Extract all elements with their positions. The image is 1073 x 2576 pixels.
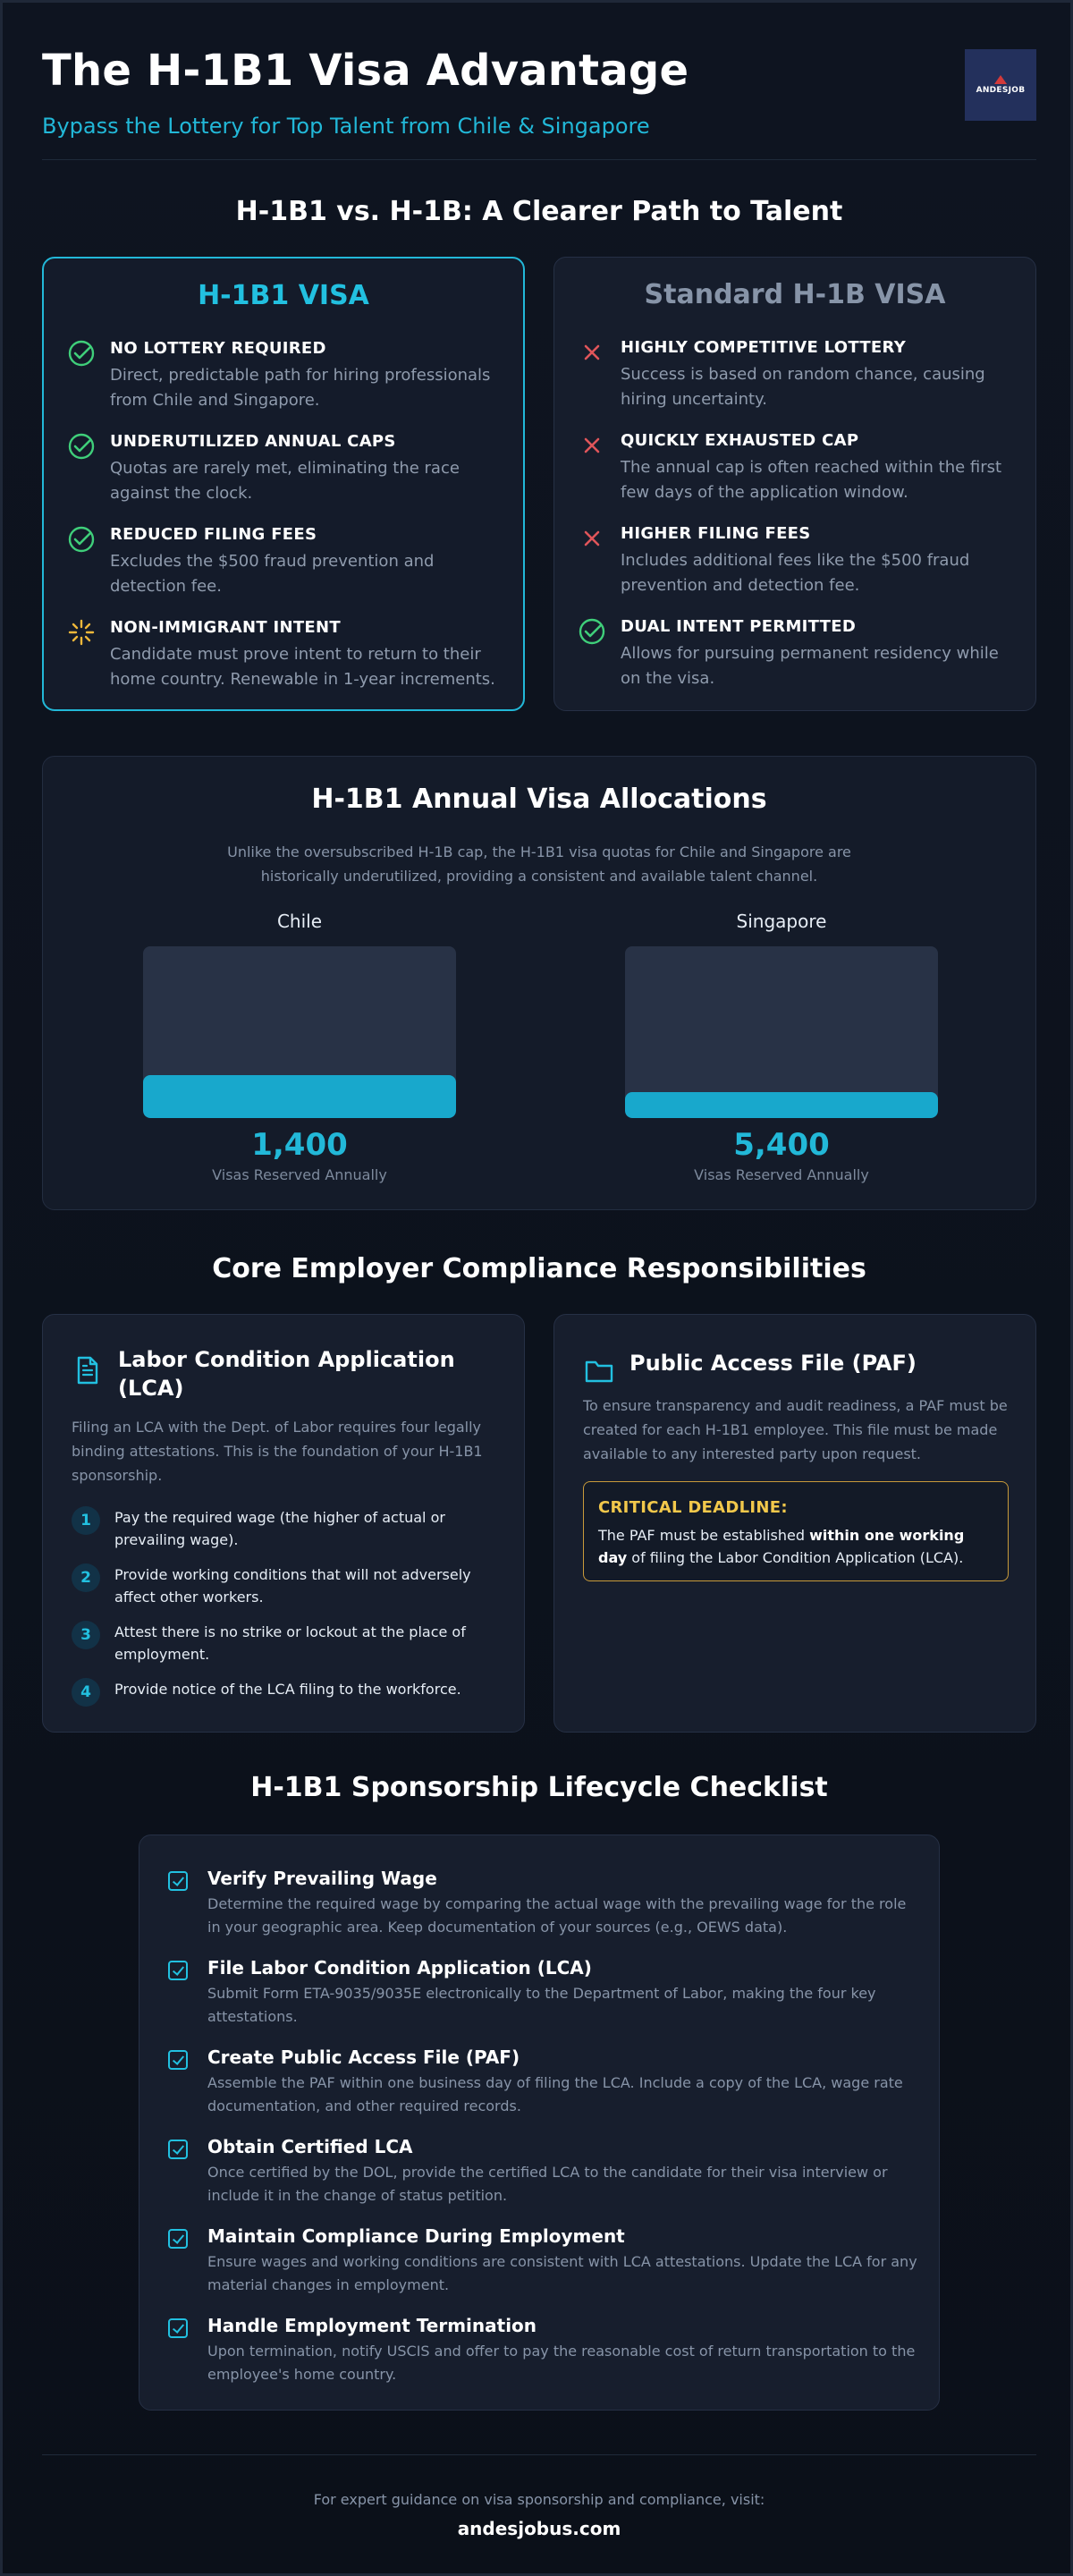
bar-category-label: Chile [276,911,323,932]
checkbox-checked-icon[interactable] [168,1961,188,1980]
checklist-item-title: File Labor Condition Application (LCA) [207,1957,592,1979]
compliance-title: Core Employer Compliance Responsibilities [212,1253,866,1284]
checklist-item [168,2315,919,2386]
feature-desc: Candidate must prove intent to return to their home country. Renewable in 1-year increments. [110,645,495,689]
feature-desc: Excludes the $500 fraud prevention and detection fee. [110,552,435,596]
bar-track [625,946,938,1118]
h1b-heading: Standard H-1B VISA [644,279,946,310]
h1b-feature [578,338,1012,412]
bar-column-chile [143,911,456,1183]
burst-icon [67,618,96,647]
critical-deadline-callout [583,1481,1009,1581]
paf-title: Public Access File (PAF) [629,1351,917,1376]
page-subtitle: Bypass the Lottery for Top Talent from Chile & Singapore [42,114,650,139]
bar-track [143,946,456,1118]
checkbox-checked-icon[interactable] [168,2050,188,2070]
checkbox-checked-icon[interactable] [168,1871,188,1891]
checklist-item [168,2136,919,2207]
check-circle-icon [67,525,96,554]
x-icon [578,524,606,553]
document-icon [72,1354,104,1386]
step-text: Pay the required wage (the higher of actual or prevailing wage). [114,1509,445,1548]
bar-value-label: 5,400 [733,1127,830,1163]
step-text: Provide working conditions that will not adversely affect other workers. [114,1566,471,1606]
checkbox-checked-icon[interactable] [168,2140,188,2159]
footer-website-link[interactable]: andesjobus.com [457,2518,621,2539]
checklist-item-desc: Submit Form ETA-9035/9035E electronically to the Department of Labor, making the four key attestations. [207,1985,876,2025]
bar-caption: Visas Reserved Annually [694,1166,869,1183]
folder-icon [583,1354,615,1386]
deadline-text-pre: The PAF must be established [598,1527,810,1544]
checklist-item-desc: Upon termination, notify USCIS and offer to pay the reasonable cost of return transportation to the employee's home country. [207,2343,916,2383]
brand-logo[interactable] [965,49,1036,121]
paf-card [553,1314,1036,1733]
checklist-item-desc: Once certified by the DOL, provide the certified LCA to the candidate for their visa interview or include it in the change of status petition. [207,2164,888,2204]
h1b1-feature [67,432,500,506]
lca-step [72,1563,497,1608]
h1b1-heading: H-1B1 VISA [198,280,369,311]
x-icon [578,431,606,460]
lca-step [72,1621,497,1665]
feature-title: REDUCED FILING FEES [110,525,317,544]
h1b1-feature [67,339,500,413]
feature-desc: Success is based on random chance, causing hiring uncertainty. [621,365,985,409]
checklist-item-title: Handle Employment Termination [207,2315,537,2336]
check-circle-icon [67,339,96,368]
step-text: Provide notice of the LCA filing to the workforce. [114,1681,461,1698]
feature-title: HIGHER FILING FEES [621,524,811,543]
checklist-item-title: Maintain Compliance During Employment [207,2225,625,2247]
checklist-item-title: Create Public Access File (PAF) [207,2046,520,2068]
feature-desc: Includes additional fees like the $500 fraud prevention and detection fee. [621,551,970,595]
h1b-card [553,257,1036,711]
step-number: 2 [72,1563,100,1592]
feature-title: UNDERUTILIZED ANNUAL CAPS [110,432,396,451]
deadline-heading: CRITICAL DEADLINE: [598,1498,788,1517]
feature-desc: Allows for pursuing permanent residency while on the visa. [621,644,999,688]
checklist-item-desc: Assemble the PAF within one business day of filing the LCA. Include a copy of the LCA, wage rate documentation, and other required records. [207,2074,903,2114]
bar-column-singapore [625,911,938,1183]
deadline-text [598,1524,993,1569]
h1b-feature [578,617,1012,691]
allocations-title: H-1B1 Annual Visa Allocations [311,784,767,815]
check-circle-icon [578,617,606,646]
checklist-item-title: Obtain Certified LCA [207,2136,413,2157]
checklist-item-desc: Ensure wages and working conditions are consistent with LCA attestations. Update the LCA for any material changes in employment. [207,2253,917,2293]
step-number: 1 [72,1506,100,1535]
bar-category-label: Singapore [736,911,827,932]
bar-singapore [625,1092,938,1118]
feature-desc: The annual cap is often reached within the first few days of the application window. [621,458,1002,502]
lca-step [72,1506,497,1551]
checklist-title: H-1B1 Sponsorship Lifecycle Checklist [250,1772,828,1803]
checklist-item-title: Verify Prevailing Wage [207,1868,437,1889]
step-number: 4 [72,1678,100,1707]
bar-value-label: 1,400 [251,1127,348,1163]
deadline-text-post: of filing the Labor Condition Application (LCA). [627,1549,964,1566]
logo-text: ANDESJOB [976,86,1026,95]
checklist-item [168,2225,919,2297]
page-title: The H-1B1 Visa Advantage [42,46,689,96]
checkbox-checked-icon[interactable] [168,2229,188,2249]
footer-note: For expert guidance on visa sponsorship and compliance, visit: [313,2491,765,2508]
bar-caption: Visas Reserved Annually [212,1166,387,1183]
feature-title: NON-IMMIGRANT INTENT [110,618,341,637]
feature-desc: Quotas are rarely met, eliminating the race against the clock. [110,459,460,503]
h1b1-feature [67,525,500,599]
lifecycle-checklist [139,1835,940,2411]
allocations-desc: Unlike the oversubscribed H-1B cap, the H-1B1 visa quotas for Chile and Singapore are historically underutilized, providing a consistent and available talent channel. [227,843,851,885]
header-divider [42,159,1036,160]
h1b1-feature [67,618,500,692]
bar-chile [143,1075,456,1118]
feature-title: QUICKLY EXHAUSTED CAP [621,431,859,450]
h1b1-card [42,257,525,711]
checkbox-checked-icon[interactable] [168,2318,188,2338]
lca-card [42,1314,525,1733]
checklist-item [168,1868,919,1939]
lca-step [72,1678,497,1700]
feature-title: DUAL INTENT PERMITTED [621,617,857,636]
lca-desc: Filing an LCA with the Dept. of Labor requires four legally binding attestations. This is the foundation of your H-1B1 sponsorship. [72,1419,483,1484]
step-number: 3 [72,1621,100,1649]
feature-desc: Direct, predictable path for hiring professionals from Chile and Singapore. [110,366,491,410]
comparison-title: H-1B1 vs. H-1B: A Clearer Path to Talent [235,196,843,227]
step-text: Attest there is no strike or lockout at the place of employment. [114,1623,466,1663]
checklist-item [168,1957,919,2029]
feature-title: NO LOTTERY REQUIRED [110,339,326,358]
paf-desc: To ensure transparency and audit readiness, a PAF must be created for each H-1B1 employee. This file must be made available to any interested party upon request. [583,1397,1008,1462]
h1b-feature [578,431,1012,505]
allocations-panel [42,756,1036,1210]
logo-mark-icon [994,75,1007,84]
check-circle-icon [67,432,96,461]
checklist-item-desc: Determine the required wage by comparing the actual wage with the prevailing wage for the role in your geographic area. Keep documentation of your sources (e.g., OEWS data). [207,1895,907,1936]
lca-title: Labor Condition Application (LCA) [118,1347,455,1401]
x-icon [578,338,606,367]
feature-title: HIGHLY COMPETITIVE LOTTERY [621,338,907,357]
h1b-feature [578,524,1012,598]
deadline-text-bold: within one working day [598,1527,965,1566]
page-header [42,46,1036,139]
footer-divider [42,2454,1036,2455]
checklist-item [168,2046,919,2118]
